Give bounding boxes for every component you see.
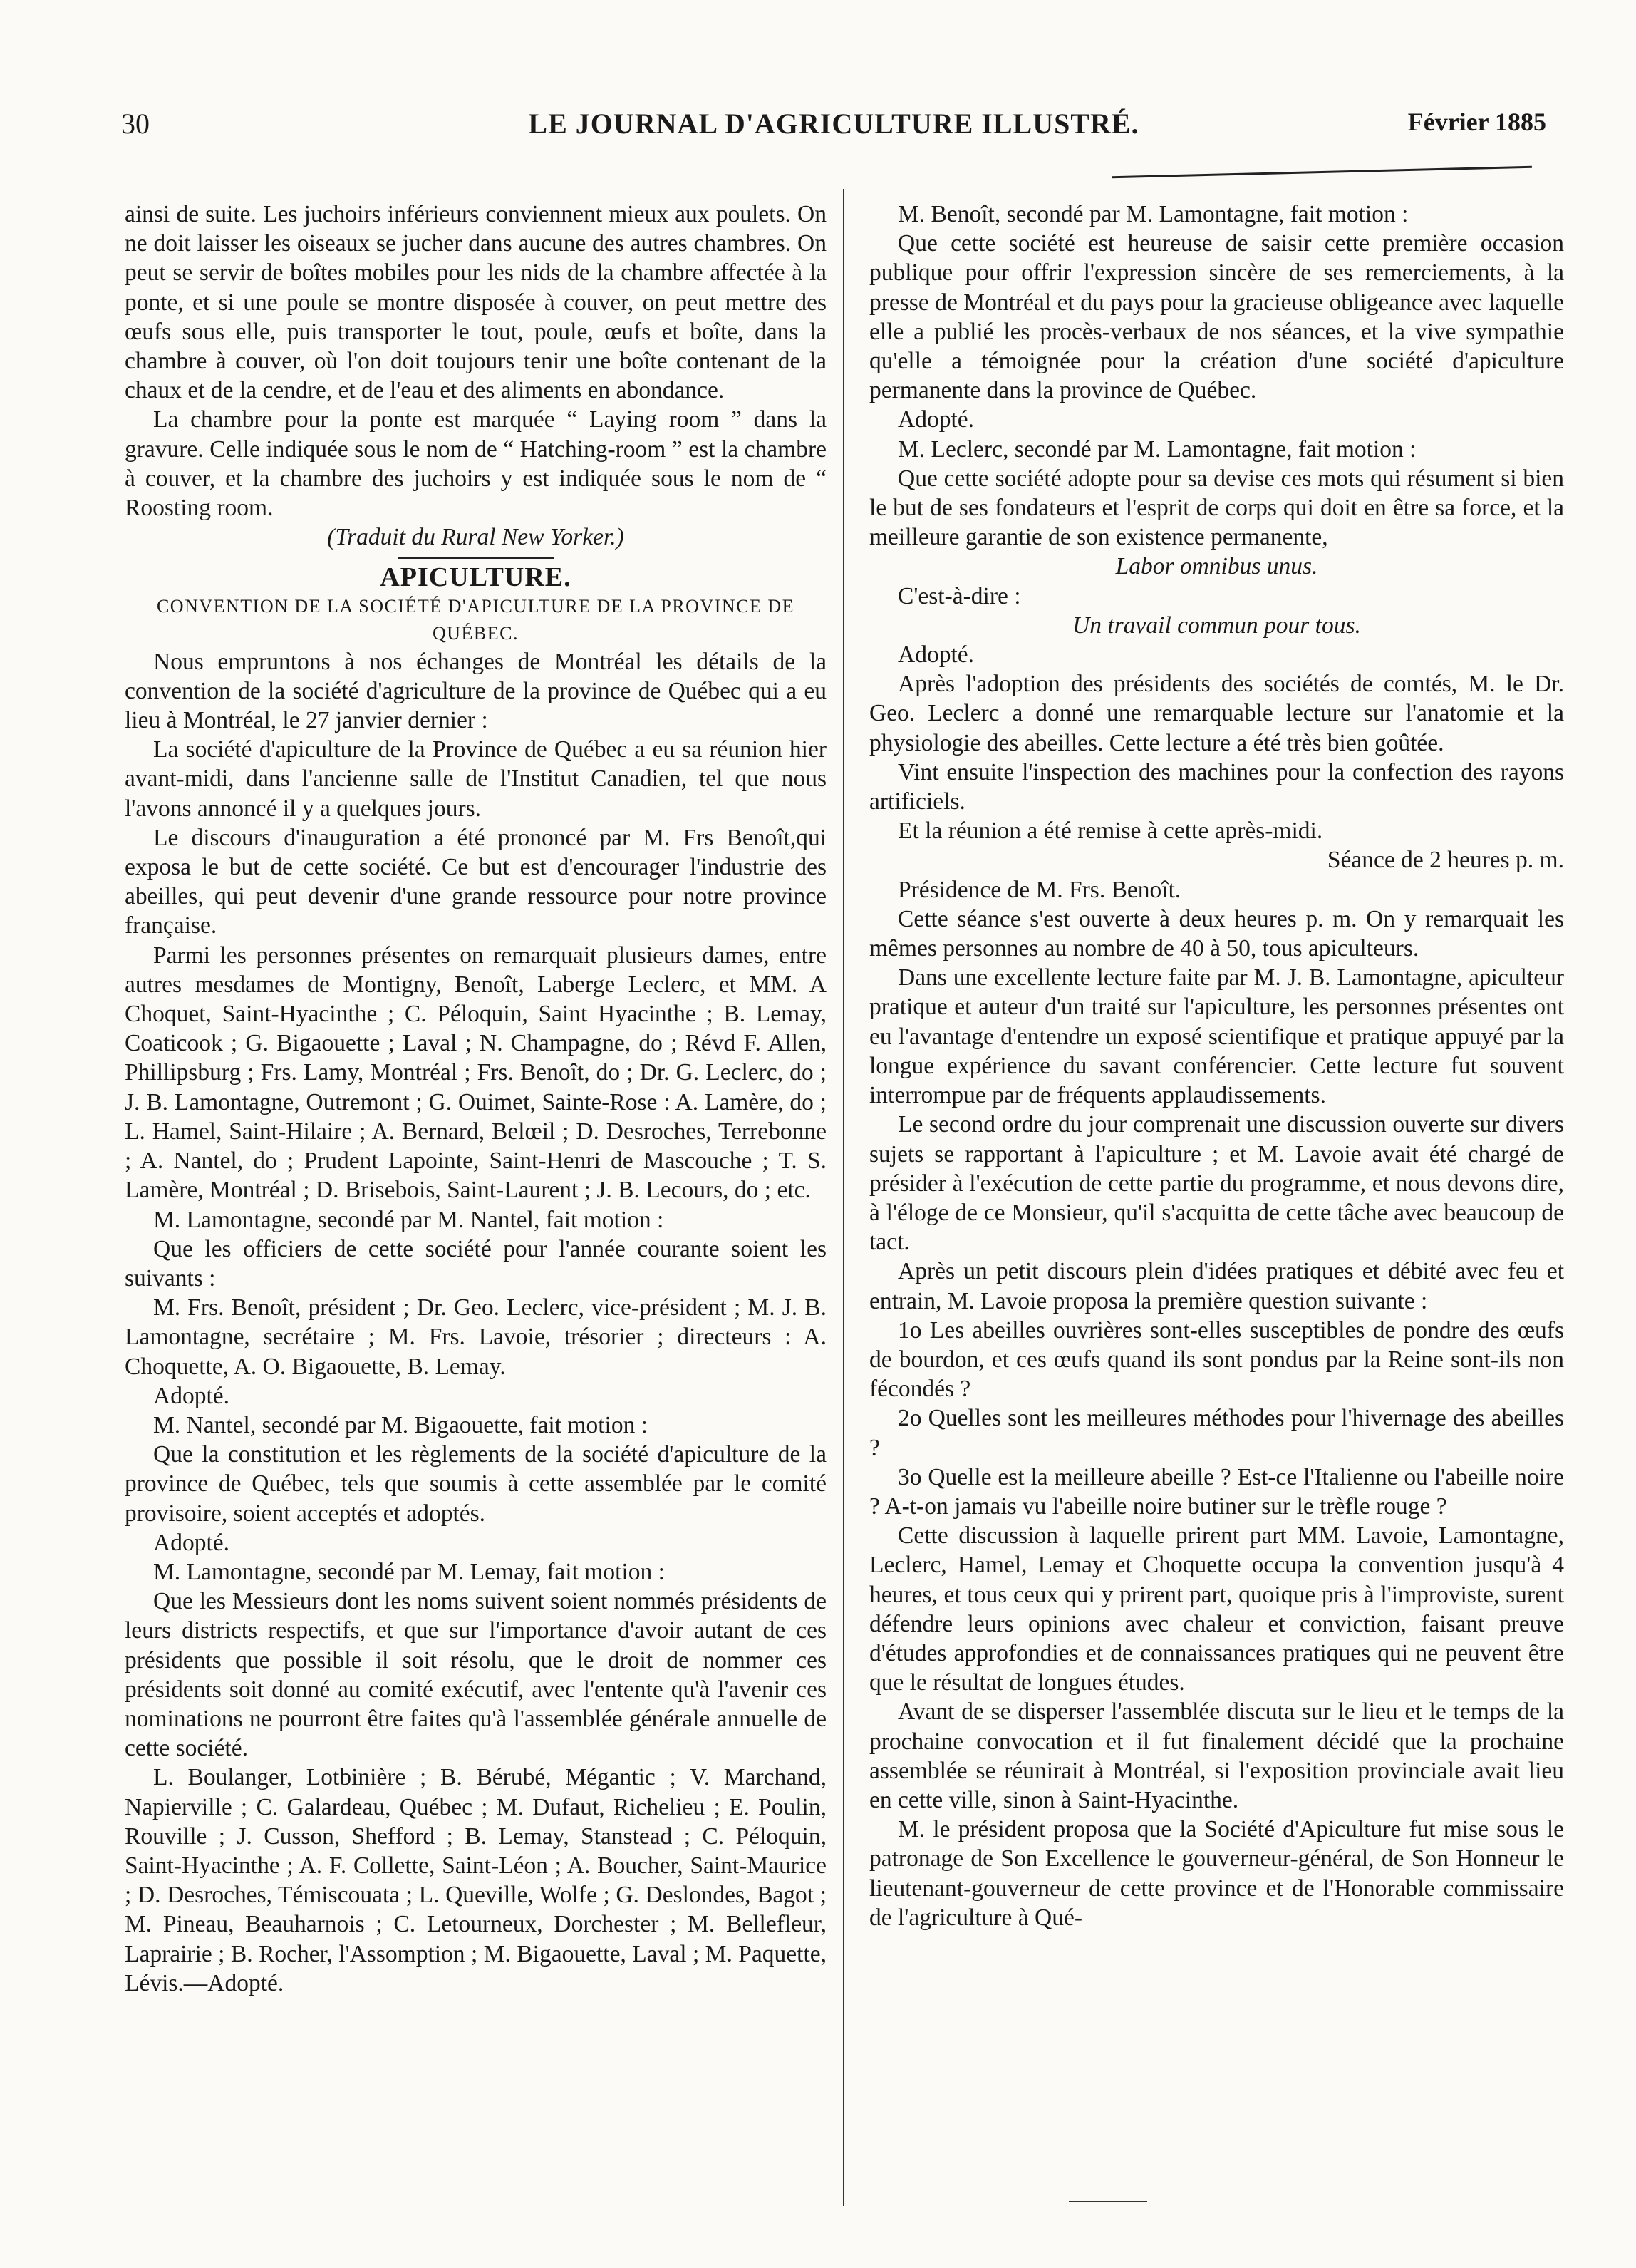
- paragraph: La chambre pour la ponte est marquée “ Laying room ” dans la gravure. Celle indiquée sous le nom de “ Hatching-room ” est la chambre à couver, et la chambre des juchoirs y est indiquée sous le nom de “ Roosting room.: [125, 406, 827, 522]
- paragraph: Cette séance s'est ouverte à deux heures p. m. On y remarquait les mêmes personnes au nombre de 40 à 50, tous apiculteurs.: [869, 905, 1564, 962]
- paragraph: Et la réunion a été remise à cette après-midi.: [898, 818, 1323, 845]
- paragraph: Que la constitution et les règlements de la société d'apiculture de la province de Québec, tels que soumis à cette assemblée par le comité provisoire, soient acceptés et adoptés.: [125, 1441, 827, 1527]
- paragraph: Le second ordre du jour comprenait une discussion ouverte sur divers sujets se rapportant à l'apiculture ; et M. Lavoie avait été chargé de présider à l'exécution de cette partie du programme, et nous devons dire, à l'éloge de ce Monsieur, qu'il s'acquitta de cette tâche avec beaucoup de tact.: [869, 1111, 1564, 1256]
- paragraph: Dans une excellente lecture faite par M. J. B. Lamontagne, apiculteur pratique et auteur d'un traité sur l'apiculture, les personnes présentes ont eu l'avantage d'entendre un exposé scientifique et pratique appuyé par la longue expérience du savant conférencier. Cette lecture fut souvent interrompue par de fréquents applaudissements.: [869, 964, 1564, 1109]
- question-item: 2o Quelles sont les meilleures méthodes pour l'hivernage des abeilles ?: [869, 1405, 1564, 1461]
- right-column: [869, 200, 1564, 1932]
- motto: Labor omnibus unus.: [1115, 553, 1318, 580]
- paragraph: M. le président proposa que la Société d'Apiculture fut mise sous le patronage de Son Excellence le gouverneur-général, de Son Honneur le lieutenant-gouverneur de cette province et de l'Honorable commissaire de l'agriculture à Qué-: [869, 1816, 1564, 1931]
- section-subtitle: CONVENTION DE LA SOCIÉTÉ D'APICULTURE DE LA PROVINCE DE QUÉBEC.: [156, 595, 795, 644]
- paragraph: L. Boulanger, Lotbinière ; B. Bérubé, Mégantic ; V. Marchand, Napierville ; C. Galardeau, Québec ; M. Dufaut, Richelieu ; E. Poulin, Rouville ; J. Cusson, Shefford ; B. Lemay, Stanstead ; C. Péloquin, Saint-Hyacinthe ; A. F. Collette, Saint-Léon ; A. Boucher, Saint-Maurice ; D. Desroches, Témiscouata ; L. Queville, Wolfe ; G. Deslondes, Bagot ; M. Pineau, Beauharnois ; C. Letourneux, Dorchester ; M. Bellefleur, Laprairie ; B. Rocher, l'Assomption ; M. Bigaouette, Laval ; M. Paquette, Lévis.—Adopté.: [125, 1764, 827, 1996]
- header-rule: [1112, 166, 1532, 178]
- paragraph: Adopté.: [898, 406, 974, 433]
- source-citation: (Traduit du Rural New Yorker.): [327, 524, 624, 551]
- paragraph: Après un petit discours plein d'idées pratiques et débité avec feu et entrain, M. Lavoie proposa la première question suivante :: [869, 1258, 1564, 1314]
- paragraph: Que cette société adopte pour sa devise ces mots qui résument si bien le but de ses fondateurs et l'esprit de corps qui doit en être sa force, et la meilleure garantie de son existence permanente,: [869, 465, 1564, 551]
- header-date: Février 1885: [1407, 108, 1546, 136]
- paragraph: Que cette société est heureuse de saisir cette première occasion publique pour offrir l'expression sincère de ses remerciements, à la presse de Montréal et du pays pour la gracieuse obligeance avec laquelle elle a publié les procès-verbaux de nos séances, et la vive sympathie qu'elle a témoignée pour la création d'une société d'apiculture permanente dans la province de Québec.: [869, 230, 1564, 404]
- paragraph: La société d'apiculture de la Province de Québec a eu sa réunion hier avant-midi, dans l'ancienne salle de l'Institut Canadien, tel que nous l'avons annoncé il y a quelques jours.: [125, 736, 827, 822]
- paragraph: Avant de se disperser l'assemblée discuta sur le lieu et le temps de la prochaine convocation et il fut finalement décidé que la prochaine assemblée se réunirait à Montréal, si l'exposition provinciale avait lieu en cette ville, sinon à Saint-Hyacinthe.: [869, 1699, 1564, 1813]
- motto-translation: Un travail commun pour tous.: [1072, 612, 1361, 639]
- page-number: 30: [121, 108, 150, 140]
- section-rule: [398, 557, 554, 559]
- paragraph: Après l'adoption des présidents des sociétés de comtés, M. le Dr. Geo. Leclerc a donné une remarquable lecture sur l'anatomie et la physiologie des abeilles. Cette lecture a été très bien goûtée.: [869, 671, 1564, 756]
- journal-title: LE JOURNAL D'AGRICULTURE ILLUSTRÉ.: [528, 108, 1139, 140]
- paragraph: Présidence de M. Frs. Benoît.: [898, 876, 1181, 903]
- paragraph: ainsi de suite. Les juchoirs inférieurs conviennent mieux aux poulets. On ne doit laisser les oiseaux se jucher dans aucune des autres chambres. On peut se servir de boîtes mobiles pour les nids de la chambre affectée à la ponte, et si une poule se montre disposée à couver, on peut mettre des œufs sous elle, puis transporter le tout, poule, œufs et boîte, dans la chambre à couver, où l'on doit toujours tenir une boîte contenant de la chaux et de la cendre, et de l'eau et des aliments en abondance.: [125, 201, 827, 404]
- paragraph: Adopté.: [153, 1529, 229, 1556]
- paragraph: Vint ensuite l'inspection des machines pour la confection des rayons artificiels.: [869, 758, 1564, 815]
- paragraph: Le discours d'inauguration a été prononcé par M. Frs Benoît,qui exposa le but de cette société. Ce but est d'encourager l'industrie des abeilles, qui peut devenir d'une grande ressource pour notre province française.: [125, 824, 827, 939]
- column-divider: [843, 189, 844, 2206]
- paragraph: Que les officiers de cette société pour l'année courante soient les suivants :: [125, 1235, 827, 1292]
- paragraph: M. Benoît, secondé par M. Lamontagne, fait motion :: [898, 201, 1409, 227]
- paragraph: Cette discussion à laquelle prirent part MM. Lavoie, Lamontagne, Leclerc, Hamel, Lemay et Choquette occupa la convention jusqu'à 4 heures, et tous ceux qui y prirent part, quoique pris à l'improviste, surent défendre leurs opinions avec chaleur et conviction, faisant preuve d'études approfondies et de connaissances pratiques qui ne peuvent être que le résultat de longues études.: [869, 1522, 1564, 1696]
- session-heading: Séance de 2 heures p. m.: [1327, 847, 1564, 874]
- paragraph: M. Frs. Benoît, président ; Dr. Geo. Leclerc, vice-président ; M. J. B. Lamontagne, secrétaire ; M. Frs. Lavoie, trésorier ; directeurs : A. Choquette, A. O. Bigaouette, B. Lemay.: [125, 1294, 827, 1380]
- bottom-rule: [1069, 2201, 1147, 2202]
- paragraph: M. Lamontagne, secondé par M. Nantel, fait motion :: [153, 1206, 664, 1233]
- question-item: 1o Les abeilles ouvrières sont-elles susceptibles de pondre des œufs de bourdon, et ces œufs quand ils sont pondus par la Reine sont-ils non fécondés ?: [869, 1316, 1564, 1403]
- section-title: APICULTURE.: [380, 562, 571, 593]
- paragraph: M. Lamontagne, secondé par M. Lemay, fait motion :: [153, 1558, 665, 1585]
- paragraph: Adopté.: [153, 1382, 229, 1409]
- paragraph: M. Leclerc, secondé par M. Lamontagne, fait motion :: [898, 435, 1417, 463]
- paragraph: C'est-à-dire :: [898, 582, 1021, 609]
- paragraph: M. Nantel, secondé par M. Bigaouette, fait motion :: [153, 1411, 648, 1438]
- paragraph: Nous empruntons à nos échanges de Montréal les détails de la convention de la société d'agriculture de la province de Québec qui a eu lieu à Montréal, le 27 janvier dernier :: [125, 648, 827, 734]
- paragraph: Parmi les personnes présentes on remarquait plusieurs dames, entre autres mesdames de Montigny, Benoît, Laberge Leclerc, et MM. A Choquet, Saint-Hyacinthe ; C. Péloquin, Saint Hyacinthe ; B. Lemay, Coaticook ; G. Bigaouette ; Laval ; N. Champagne, do ; Révd F. Allen, Phillipsburg ; Frs. Lamy, Montréal ; Frs. Benoît, do ; Dr. G. Leclerc, do ; J. B. Lamontagne, Outremont ; G. Ouimet, Sainte-Rose : A. Lamère, do ; L. Hamel, Saint-Hilaire ; A. Bernard, Belœil ; D. Desroches, Terrebonne ; A. Nantel, do ; Prudent Lapointe, Saint-Henri de Mascouche ; T. S. Lamère, Montréal ; D. Brisebois, Saint-Laurent ; J. B. Lecours, do ; etc.: [125, 942, 827, 1204]
- left-column: [125, 200, 827, 1998]
- paragraph: Adopté.: [898, 641, 974, 669]
- question-item: 3o Quelle est la meilleure abeille ? Est-ce l'Italienne ou l'abeille noire ? A-t-on jamais vu l'abeille noire butiner sur le trèfle rouge ?: [869, 1463, 1564, 1520]
- paragraph: Que les Messieurs dont les noms suivent soient nommés présidents de leurs districts respectifs, et que sur l'importance d'avoir autant de ces présidents que possible il soit résolu, que le droit de nommer ces présidents soit donné au comité exécutif, avec l'entente qu'à l'avenir ces nominations ne pourront être faites qu'à l'assemblée générale annuelle de cette société.: [125, 1588, 827, 1762]
- page-header: [121, 107, 1546, 150]
